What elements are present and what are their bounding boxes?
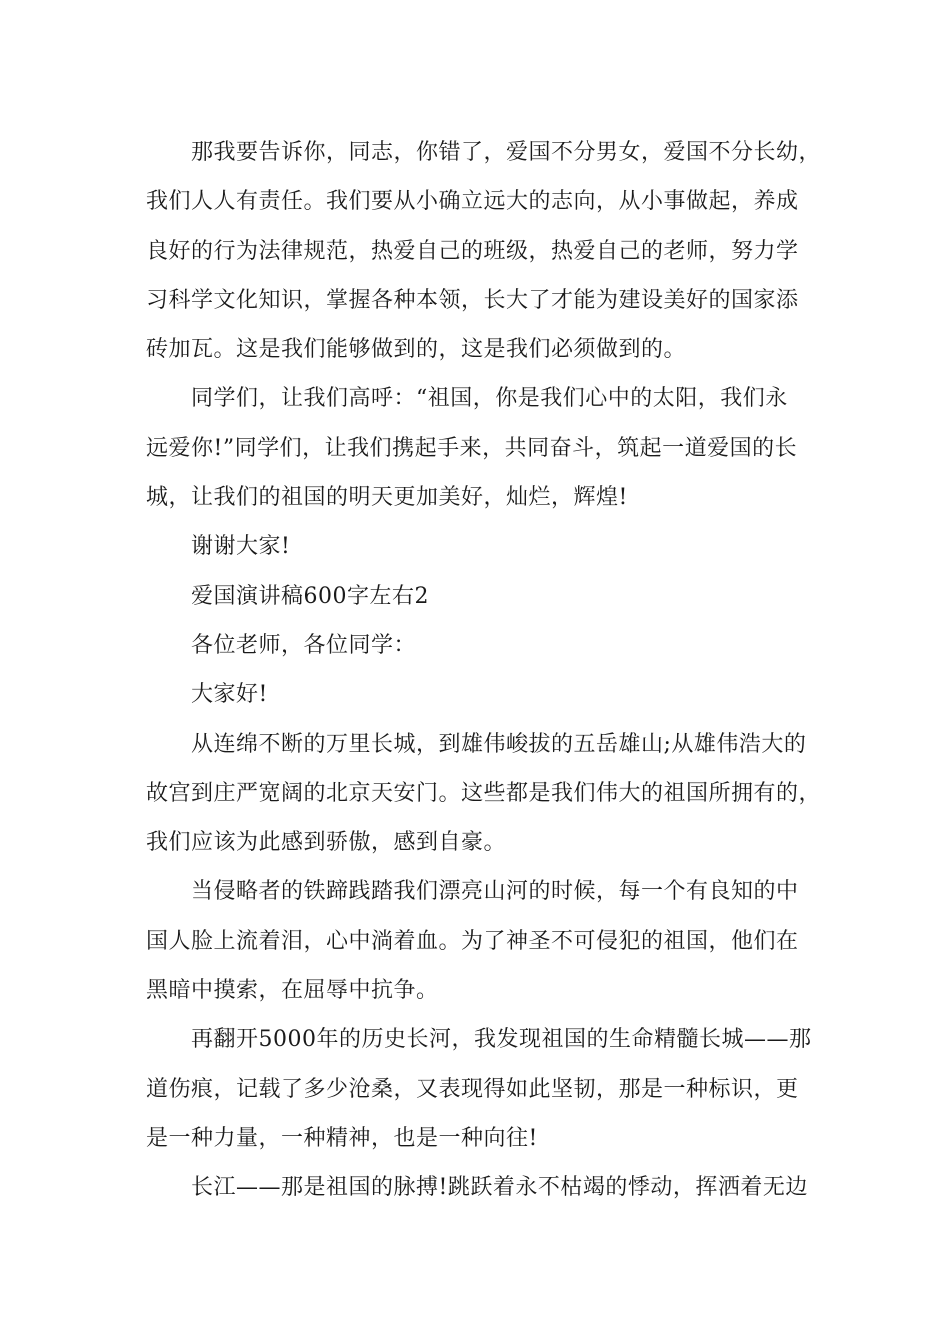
text-line: 长江——那是祖国的脉搏!跳跃着永不枯竭的悸动，挥洒着无边 xyxy=(191,1175,808,1201)
text-line: 砖加瓦。这是我们能够做到的，这是我们必须做到的。 xyxy=(146,337,687,363)
text-line: 国人脸上流着泪，心中淌着血。为了神圣不可侵犯的祖国，他们在 xyxy=(146,928,799,954)
text-line: 故宫到庄严宽阔的北京天安门。这些都是我们伟大的祖国所拥有的， xyxy=(146,780,822,806)
closing-line: 谢谢大家! xyxy=(191,534,291,560)
section-title: 爱国演讲稿600字左右2 xyxy=(191,583,429,609)
text-line: 那我要告诉你，同志，你错了，爱国不分男女，爱国不分长幼， xyxy=(191,140,822,165)
text-line: 良好的行为法律规范，热爱自己的班级，热爱自己的老师，努力学 xyxy=(146,238,799,264)
text-line: 当侵略者的铁蹄践踏我们漂亮山河的时候，每一个有良知的中 xyxy=(191,879,799,905)
salutation: 各位老师，各位同学： xyxy=(191,632,417,658)
text-line: 黑暗中摸索，在屈辱中抗争。 xyxy=(146,978,439,1004)
text-line: 同学们，让我们高呼：“祖国，你是我们心中的太阳，我们永 xyxy=(191,386,788,412)
document-body xyxy=(146,131,836,1216)
text-line: 从连绵不断的万里长城，到雄伟峻拔的五岳雄山;从雄伟浩大的 xyxy=(191,731,807,757)
text-line: 远爱你!”同学们，让我们携起手来，共同奋斗，筑起一道爱国的长 xyxy=(146,435,798,461)
text-line: 我们人人有责任。我们要从小确立远大的志向，从小事做起，养成 xyxy=(146,189,799,215)
text-line: 是一种力量，一种精神，也是一种向往! xyxy=(146,1125,538,1151)
text-line: 习科学文化知识，掌握各种本领，长大了才能为建设美好的国家添 xyxy=(146,287,799,313)
text-line: 我们应该为此感到骄傲，感到自豪。 xyxy=(146,830,507,856)
text-line: 城，让我们的祖国的明天更加美好，灿烂，辉煌! xyxy=(146,485,628,511)
greeting: 大家好! xyxy=(191,682,268,708)
text-line: 道伤痕，记载了多少沧桑，又表现得如此坚韧，那是一种标识，更 xyxy=(146,1076,799,1102)
text-line: 再翻开5000年的历史长河，我发现祖国的生命精髓长城——那 xyxy=(191,1027,812,1053)
